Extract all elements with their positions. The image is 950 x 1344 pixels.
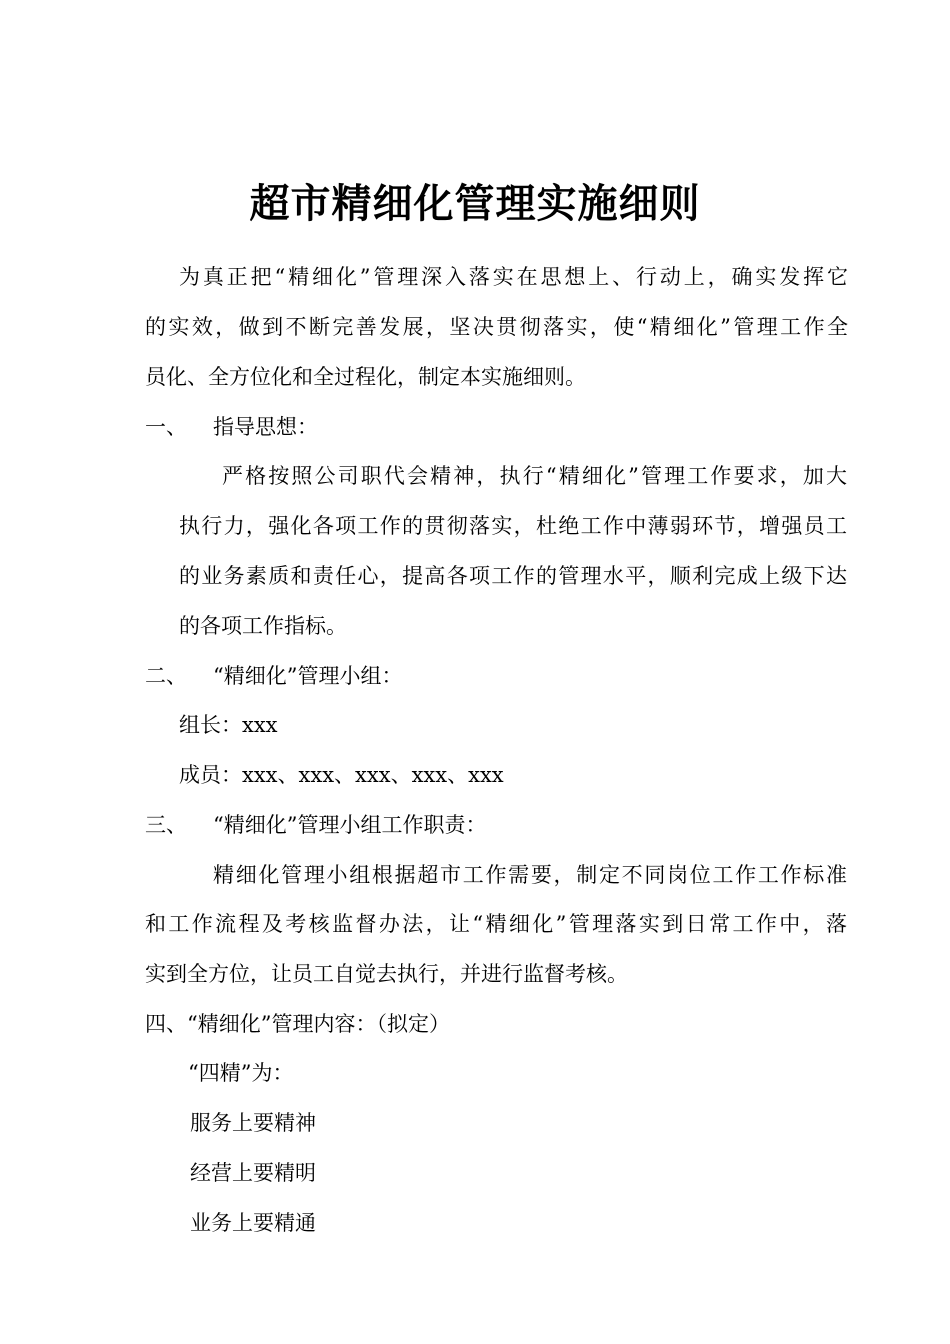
section-4-item: 业务上要精通	[190, 1211, 316, 1235]
section-4-item: 经营上要精明	[190, 1161, 316, 1185]
intro-line-1: 为真正把“精细化”管理深入落实在思想上、行动上，确实发挥它	[179, 265, 848, 289]
section-2-heading	[145, 661, 402, 691]
section-2-members: 成员：xxx、xxx、xxx、xxx、xxx	[179, 763, 504, 787]
section-1-body-line-3: 的业务素质和责任心，提高各项工作的管理水平，顺利完成上级下达	[179, 564, 847, 588]
section-3-body-line-3: 实到全方位，让员工自觉去执行，并进行监督考核。	[145, 962, 628, 986]
section-1-number: 一、	[145, 415, 187, 439]
section-1-title: 指导思想：	[213, 415, 318, 439]
section-3-body-line-2: 和工作流程及考核监督办法，让“精细化”管理落实到日常工作中，落	[145, 912, 847, 936]
section-3-heading	[145, 810, 486, 840]
section-1-body-line-4: 的各项工作指标。	[179, 614, 347, 638]
section-4-heading: 四、“精细化”管理内容：（拟定）	[145, 1012, 450, 1036]
section-2-number: 二、	[145, 664, 187, 688]
section-1-body-line-2: 执行力，强化各项工作的贯彻落实，杜绝工作中薄弱环节，增强员工	[179, 514, 847, 538]
section-3-number: 三、	[145, 813, 187, 837]
section-3-title: “精细化”管理小组工作职责：	[213, 813, 487, 837]
intro-line-2: 的实效，做到不断完善发展，坚决贯彻落实，使“精细化”管理工作全	[145, 315, 848, 339]
intro-line-3: 员化、全方位化和全过程化，制定本实施细则。	[145, 365, 586, 389]
section-4-item: 服务上要精神	[190, 1111, 316, 1135]
section-2-leader: 组长：xxx	[179, 713, 278, 737]
section-2-title: “精细化”管理小组：	[213, 664, 403, 688]
document-title: 超市精细化管理实施细则	[249, 180, 701, 227]
section-1-body-line-1: 严格按照公司职代会精神，执行“精细化”管理工作要求，加大	[222, 464, 847, 488]
section-3-body-line-1: 精细化管理小组根据超市工作需要，制定不同岗位工作工作标准	[213, 863, 847, 887]
section-1-heading	[145, 412, 318, 442]
section-4-subheading: “四精”为：	[188, 1061, 294, 1085]
